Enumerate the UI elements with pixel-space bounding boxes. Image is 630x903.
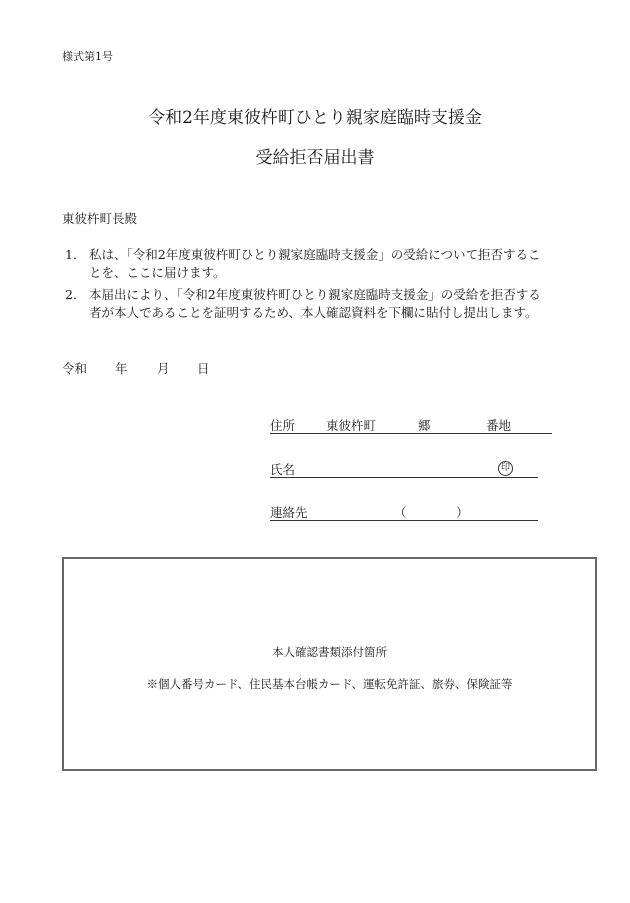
item-number: 1． [65, 247, 86, 262]
item-text-line-2: 者が本人であることを証明するため、本人確認資料を下欄に貼付し提出します。 [89, 305, 538, 320]
name-underline [270, 477, 538, 478]
date-day-label: 日 [197, 361, 210, 376]
date-month-label: 月 [157, 361, 170, 376]
contact-field[interactable] [270, 503, 538, 521]
name-field[interactable] [270, 460, 538, 478]
item-text-line-2: とを、ここに届けます。 [89, 265, 226, 280]
attachment-box-label: 本人確認書類添付箇所 [272, 645, 387, 659]
address-district-label: 郷 [418, 418, 431, 433]
contact-paren-close: ） [456, 505, 469, 520]
addressee: 東彼杵町長殿 [62, 211, 138, 226]
id-document-attachment-box[interactable] [62, 557, 597, 771]
document-title: 令和2年度東彼杵町ひとり親家庭臨時支援金 [148, 108, 482, 128]
address-town: 東彼杵町 [326, 418, 377, 433]
address-label: 住所 [270, 418, 296, 433]
declaration-item-2 [65, 286, 585, 322]
contact-label: 連絡先 [270, 505, 308, 520]
name-label: 氏名 [270, 462, 296, 477]
contact-underline [270, 520, 538, 521]
address-lot-label: 番地 [486, 418, 512, 433]
document-subtitle: 受給拒否届出書 [255, 148, 375, 168]
date-line[interactable] [62, 359, 222, 377]
form-number: 様式第1号 [62, 50, 113, 63]
item-text-line-1: 私は、「令和2年度東彼杵町ひとり親家庭臨時支援金」の受給について拒否するこ [89, 247, 541, 262]
attachment-box-note: ※個人番号カード、住民基本台帳カード、運転免許証、旅券、保険証等 [146, 677, 513, 691]
contact-paren-open: （ [394, 505, 407, 520]
date-year-label: 年 [115, 361, 128, 376]
item-text-line-1: 本届出により、「令和2年度東彼杵町ひとり親家庭臨時支援金」の受給を拒否する [89, 287, 541, 302]
seal-icon: 印 [498, 461, 513, 476]
date-era: 令和 [62, 361, 88, 376]
address-field[interactable] [270, 416, 552, 434]
address-underline [270, 433, 552, 434]
item-number: 2． [65, 287, 86, 302]
declaration-item-1 [65, 246, 585, 282]
